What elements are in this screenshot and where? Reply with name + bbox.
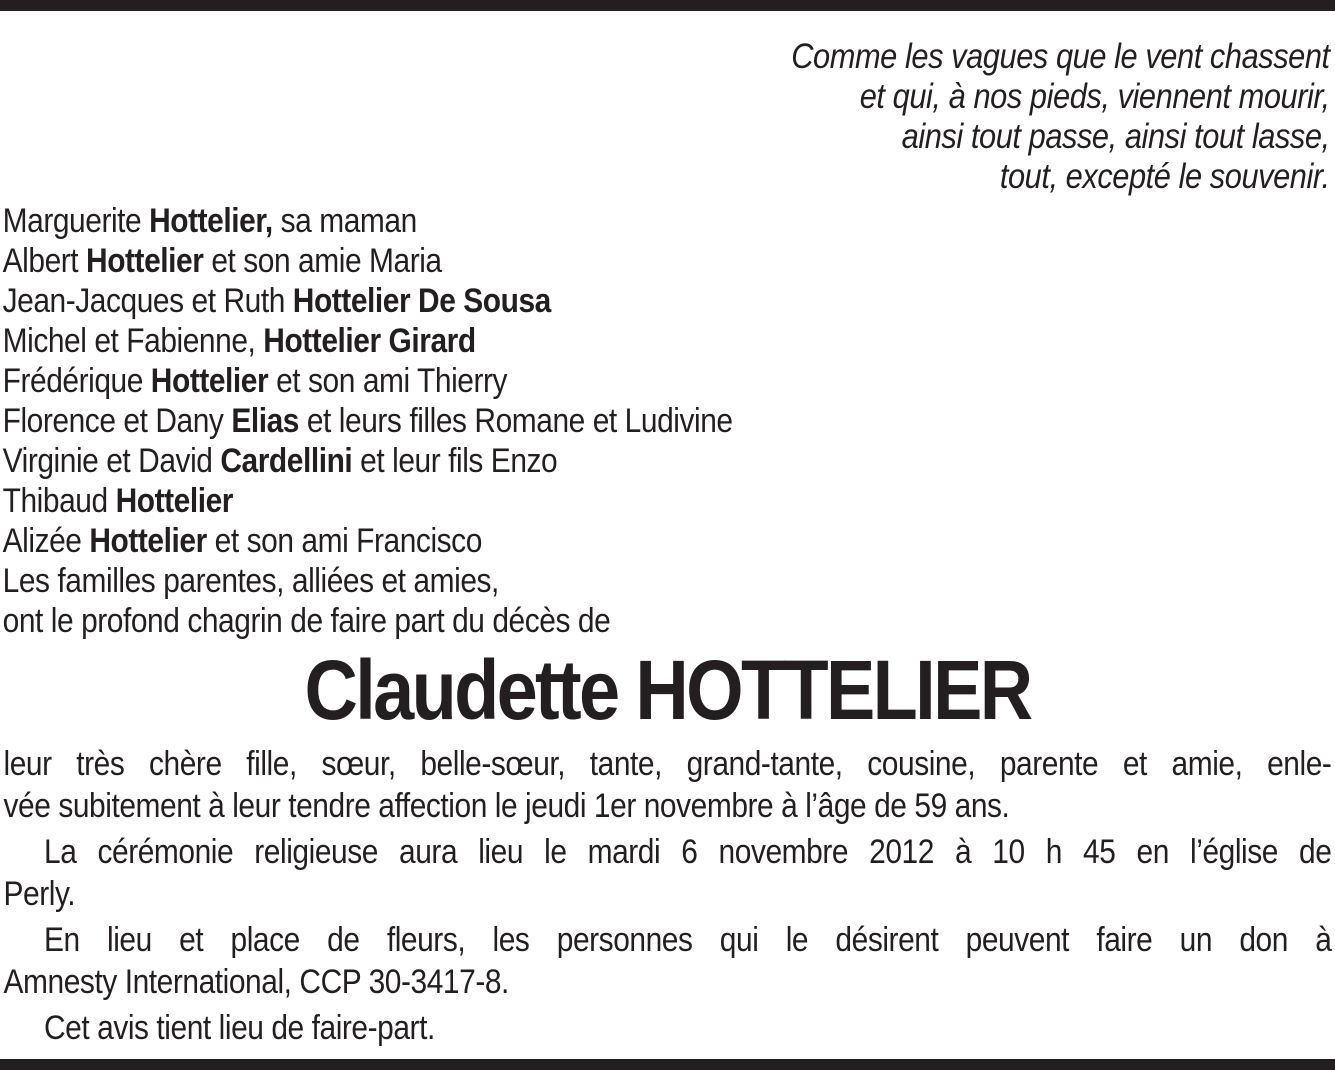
body-line: Cet avis tient lieu de faire-part.	[44, 1009, 435, 1047]
epigraph	[0, 37, 1335, 197]
family-line-text: Jean-Jacques et Ruth	[2, 282, 293, 320]
family-line-text: Michel et Fabienne,	[2, 322, 264, 360]
family-line	[3, 441, 1335, 481]
family-line-text: Thibaud	[2, 482, 116, 520]
epigraph-line: tout, excepté le souvenir.	[999, 157, 1330, 196]
family-surname: Hottelier Girard	[263, 322, 476, 360]
family-line	[3, 521, 1335, 561]
family-line	[3, 561, 1335, 601]
family-line	[3, 321, 1335, 361]
family-line-text: et son ami Thierry	[268, 362, 508, 400]
family-surname: Elias	[231, 402, 299, 440]
family-surname: Cardellini	[220, 442, 353, 480]
family-line-text: Alizée	[2, 522, 90, 560]
family-line-text: Florence et Dany	[2, 402, 232, 440]
family-line-text: et leur fils Enzo	[352, 442, 558, 480]
paragraph-notice	[0, 1007, 1335, 1049]
family-line-text: Albert	[2, 242, 87, 280]
paragraph-donations	[0, 919, 1335, 1003]
notice-content	[0, 11, 1335, 1053]
epigraph-line: et qui, à nos pieds, viennent mourir,	[859, 77, 1330, 116]
family-line-text: Les familles parentes, alliées et amies,	[2, 562, 499, 600]
family-line-text: sa maman	[272, 202, 417, 240]
family-surname: Hottelier,	[149, 202, 273, 240]
family-line	[3, 401, 1335, 441]
epigraph-line: Comme les vagues que le vent chassent	[791, 37, 1330, 76]
family-surname: Hottelier	[89, 522, 207, 560]
paragraph-ceremony	[0, 831, 1335, 915]
family-surname: Hottelier De Sousa	[292, 282, 551, 320]
body-line: vée subitement à leur tendre affection le jeudi 1er novembre à l’âge de 59 ans.	[3, 787, 1010, 825]
family-line-text: Marguerite	[2, 202, 150, 240]
paragraph-relations	[0, 743, 1335, 827]
family-line-text: Virginie et David	[2, 442, 221, 480]
family-line-text: et son amie Maria	[203, 242, 442, 280]
body-line: La cérémonie religieuse aura lieu le mardi 6 novembre 2012 à 10 h 45 en l’église de	[44, 833, 1332, 871]
family-surname: Hottelier	[115, 482, 233, 520]
top-rule	[0, 0, 1335, 11]
family-line-text: ont le profond chagrin de faire part du décès de	[2, 602, 611, 640]
family-line-text: Frédérique	[2, 362, 151, 400]
body-line: Perly.	[3, 875, 76, 913]
family-line-text: et leurs filles Romane et Ludivine	[298, 402, 733, 440]
family-line	[3, 241, 1335, 281]
epigraph-line: ainsi tout passe, ainsi tout lasse,	[901, 117, 1330, 156]
bottom-rule	[0, 1059, 1335, 1070]
family-line-text: et son ami Francisco	[206, 522, 482, 560]
deceased-name: Claudette HOTTELIER	[304, 643, 1031, 737]
body-text	[0, 743, 1335, 1049]
family-line	[3, 601, 1335, 641]
family-line	[3, 361, 1335, 401]
family-list	[0, 201, 1335, 641]
family-line	[3, 201, 1335, 241]
body-line: En lieu et place de fleurs, les personnes qui le désirent peuvent faire un don à	[44, 921, 1332, 959]
family-line	[3, 481, 1335, 521]
body-line: leur très chère fille, sœur, belle-sœur, tante, grand-tante, cousine, parente et amie, enle-	[3, 745, 1332, 783]
body-line: Amnesty International, CCP 30-3417-8.	[3, 963, 509, 1001]
family-line	[3, 281, 1335, 321]
family-surname: Hottelier	[86, 242, 204, 280]
family-surname: Hottelier	[150, 362, 269, 400]
